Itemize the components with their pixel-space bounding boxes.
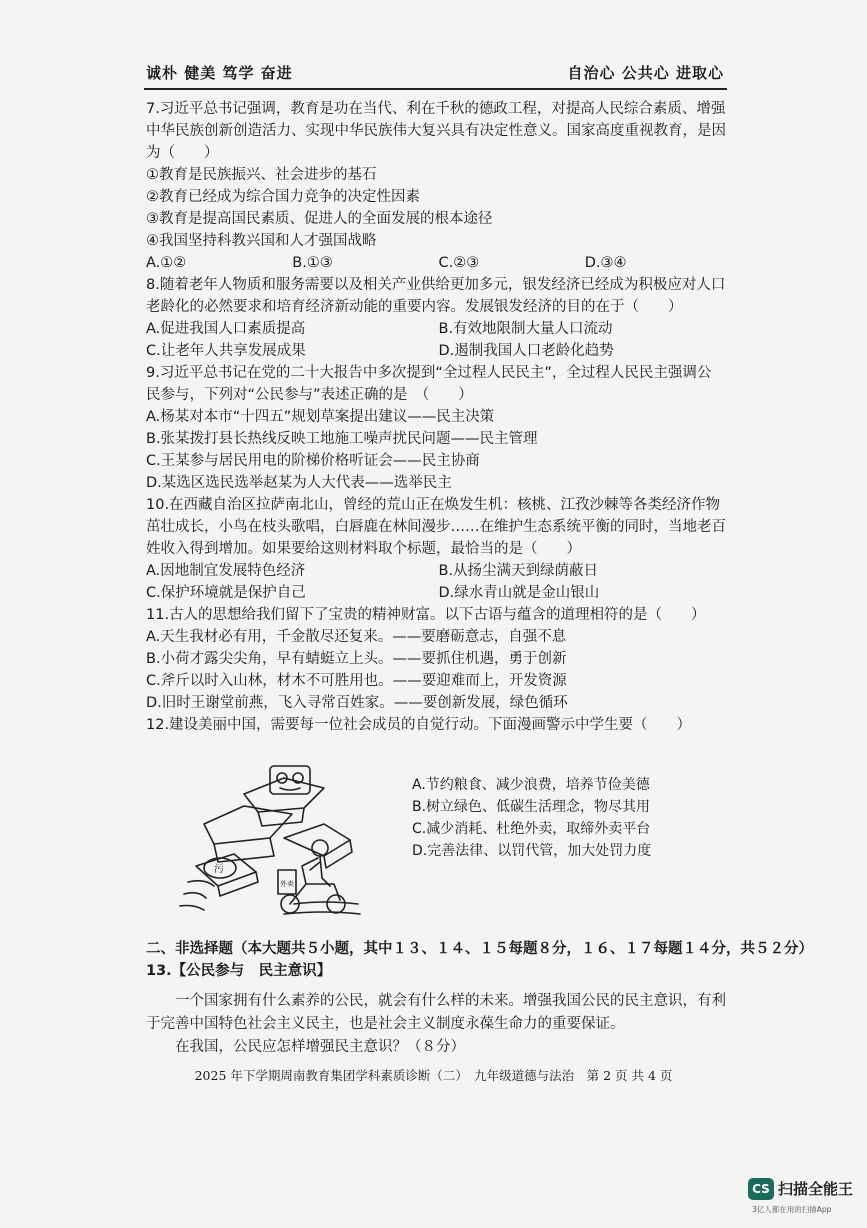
question-list [146, 98, 731, 936]
section-title: 二、非选择题（本大题共５小题，其中１３、１４、１５每题８分，１６、１７每题１４分，共５２分） [146, 941, 813, 957]
option-a: A.因地制宜发展特色经济 [146, 563, 306, 579]
question-stem-line: 民参与，下列对“公民参与”表述正确的是 （ ） [146, 387, 473, 403]
cartoon-illustration [174, 754, 364, 924]
question-13-material: 一个国家拥有什么素养的公民，就会有什么样的未来。增强我国公民的民主意识，有利于完善中国特色社会主义民主，也是社会主义制度永葆生命力的重要保证。 [146, 993, 726, 1032]
camscanner-name: 扫描全能王 [778, 1180, 854, 1198]
statement: ③教育是提高国民素质、促进人的全面发展的根本途径 [146, 211, 493, 227]
statement: ①教育是民族振兴、社会进步的基石 [146, 167, 377, 183]
option-a: A.节约粮食、减少浪费，培养节俭美德 [412, 777, 650, 793]
options-row [146, 340, 731, 362]
option-a: A.促进我国人口素质提高 [146, 321, 306, 337]
question-stem-line: 茁壮成长，小鸟在枝头歌唱，白唇鹿在林间漫步……在维护生态系统平衡的同时，当地老百 [146, 519, 726, 535]
question-10 [146, 494, 731, 604]
option-c: C.王某参与居民用电的阶梯价格听证会——民主协商 [146, 453, 480, 469]
option-c: C.减少消耗、杜绝外卖，取缔外卖平台 [412, 821, 651, 837]
option-d: D.绿水青山就是金山银山 [438, 585, 600, 601]
question-stem-line: 10.在西藏自治区拉萨南北山，曾经的荒山正在焕发生机：核桃、江孜沙棘等各类经济作物 [146, 497, 721, 513]
options-row [146, 560, 731, 582]
camscanner-logo-icon: CS [748, 1178, 774, 1200]
question-stem-line: 姓收入得到增加。如果要给这则材料取个标题，最恰当的是（ ） [146, 541, 581, 557]
question-stem-line: 12.建设美丽中国，需要每一位社会成员的自觉行动。下面漫画警示中学生要（ ） [146, 717, 692, 733]
option-b: B.小荷才露尖尖角，早有蜻蜓立上头。——要抓住机遇，勇于创新 [146, 651, 567, 667]
question-stem-line: 8.随着老年人物质和服务需要以及相关产业供给更加多元，银发经济已经成为积极应对人口 [146, 277, 726, 293]
option-d: D.③④ [584, 255, 627, 271]
options-row [146, 252, 731, 274]
statement: ④我国坚持科教兴国和人才强国战略 [146, 233, 377, 249]
option-d: D.旧时王谢堂前燕，飞入寻常百姓家。——要创新发展，绿色循环 [146, 695, 568, 711]
option-b: B.有效地限制大量人口流动 [438, 321, 613, 337]
cartoon-label-pollution: 污 [214, 864, 224, 875]
question-12-figure-block [146, 746, 731, 936]
option-a: A.杨某对本市“十四五”规划草案提出建议——民主决策 [146, 409, 495, 425]
question-stem-line: 老龄化的必然要求和培育经济新动能的重要内容。发展银发经济的目的在于（ ） [146, 299, 683, 315]
question-12 [146, 714, 731, 936]
option-c: C.保护环境就是保护自己 [146, 585, 306, 601]
option-d: D.遏制我国人口老龄化趋势 [438, 343, 614, 359]
question-8 [146, 274, 731, 362]
question-13-title: 13.【公民参与 民主意识】 [146, 963, 332, 979]
question-7 [146, 98, 731, 274]
question-13-ask: 在我国，公民应怎样增强民主意识？（８分） [175, 1039, 465, 1055]
cartoon-label-takeout: 外卖 [280, 880, 294, 888]
question-stem-line: 11.古人的思想给我们留下了宝贵的精神财富。以下古语与蕴含的道理相符的是（ ） [146, 607, 706, 623]
question-stem-line: 7.习近平总书记强调，教育是功在当代、利在千秋的德政工程，对提高人民综合素质、增强 [146, 101, 726, 117]
header-motto-right: 自治心 公共心 进取心 [567, 64, 724, 82]
question-12-options [412, 774, 651, 862]
option-a: A.天生我材必有用，千金散尽还复来。——要磨砺意志，自强不息 [146, 629, 567, 645]
option-d: D.完善法律、以罚代管，加大处罚力度 [412, 843, 652, 859]
section-non-choice [146, 938, 813, 1058]
camscanner-tagline: 3亿人都在用的扫描App [752, 1205, 832, 1214]
question-stem-line: 9.习近平总书记在党的二十大报告中多次提到“全过程人民民主”，全过程人民民主强调公 [146, 365, 712, 381]
option-c: C.②③ [438, 255, 480, 271]
header-divider [144, 88, 727, 90]
option-b: B.树立绿色、低碳生活理念，物尽其用 [412, 799, 651, 815]
options-row [146, 582, 731, 604]
option-b: B.张某拨打县长热线反映工地施工噪声扰民问题——民主管理 [146, 431, 538, 447]
option-b: B.从扬尘满天到绿荫蔽日 [438, 563, 599, 579]
statement: ②教育已经成为综合国力竞争的决定性因素 [146, 189, 420, 205]
option-d: D.某选区选民选举赵某为人大代表——选举民主 [146, 475, 452, 491]
header-motto-left: 诚朴 健美 笃学 奋进 [146, 64, 293, 82]
question-9 [146, 362, 731, 494]
question-11 [146, 604, 731, 714]
option-b: B.①③ [292, 255, 333, 271]
option-c: C.让老年人共享发展成果 [146, 343, 306, 359]
page-footer: 2025 年下学期周南教育集团学科素质诊断（二） 九年级道德与法治 第 2 页 共 4 页 [194, 1068, 673, 1083]
question-stem-line: 中华民族创新创造活力、实现中华民族伟大复兴具有决定性意义。国家高度重视教育，是因 [146, 123, 726, 139]
options-row [146, 318, 731, 340]
question-stem-line: 为（ ） [146, 145, 219, 161]
option-a: A.①② [146, 255, 187, 271]
option-c: C.斧斤以时入山林，材木不可胜用也。——要迎难而上，开发资源 [146, 673, 567, 689]
